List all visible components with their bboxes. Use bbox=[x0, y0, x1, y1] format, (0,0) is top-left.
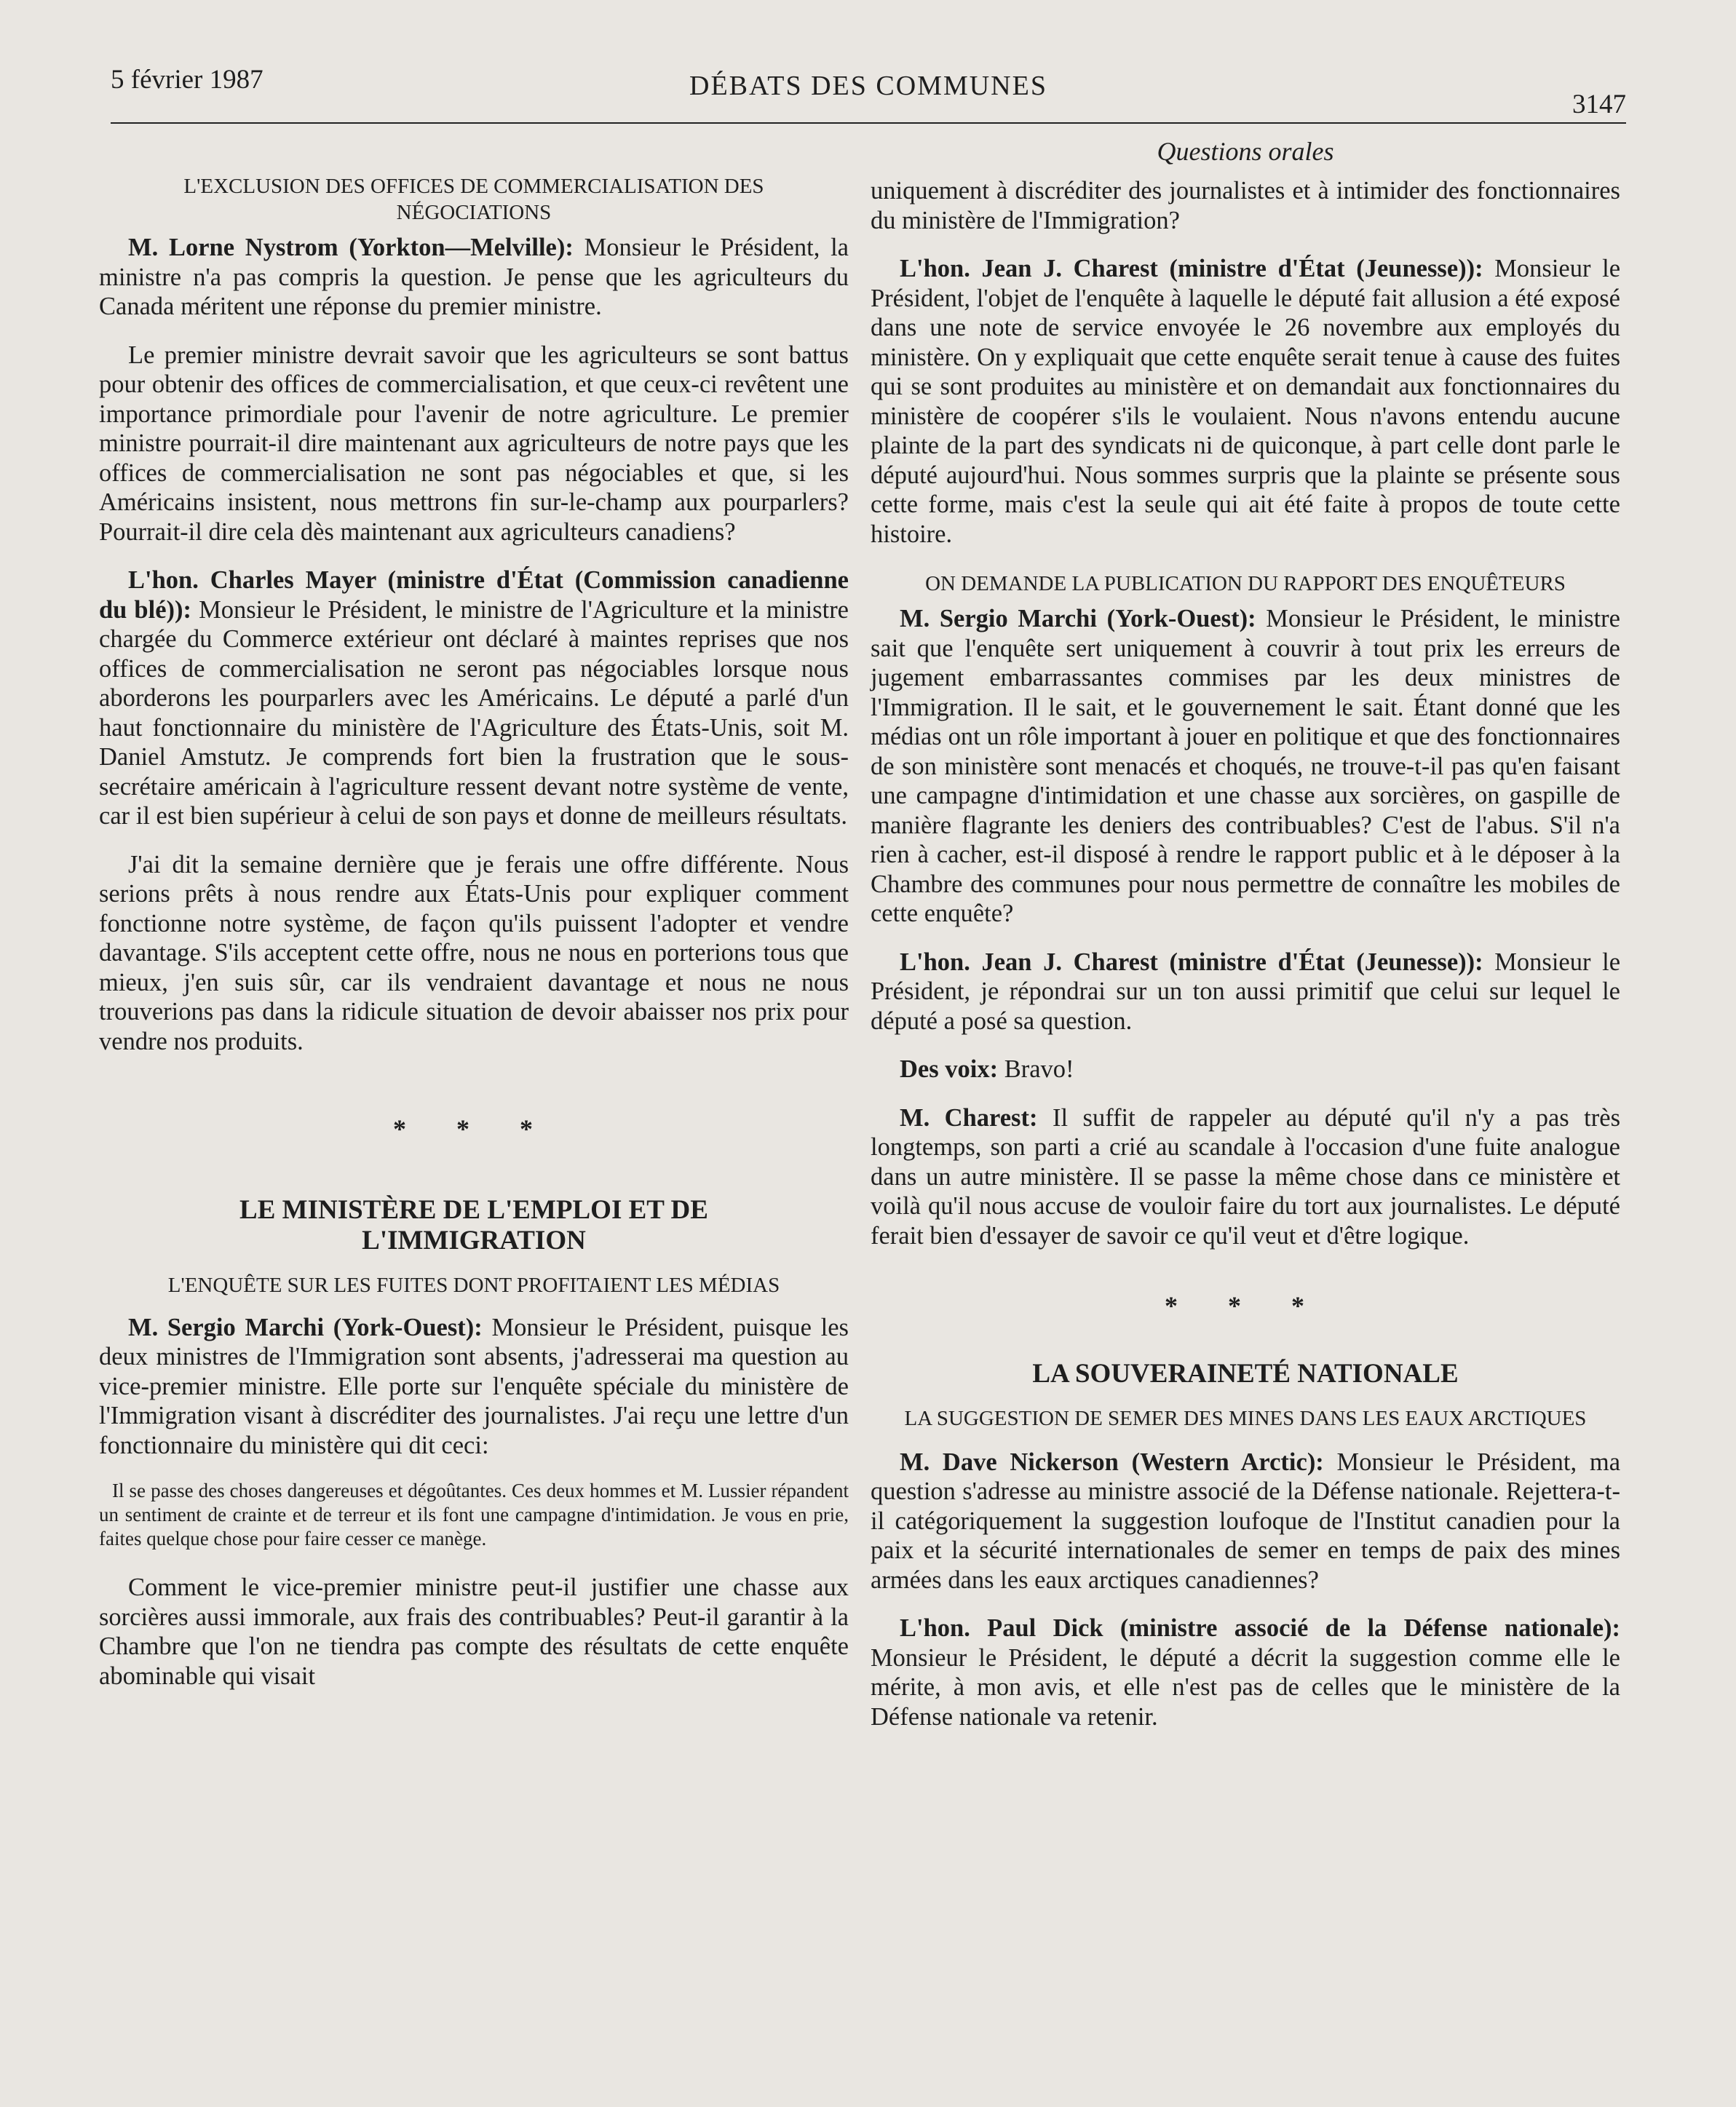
paragraph-text: Monsieur le Président, puisque les deux ministres de l'Immigration sont absents, j'adresserai ma question au vice-premier ministre. Elle porte sur l'enquête spéciale du ministère de l'Immigration visant à discréditer des journalistes. J'ai reçu une lettre d'un fonctionnaire du ministère qui dit ceci: bbox=[99, 1313, 849, 1459]
paragraph-text: Monsieur le Président, je répondrai sur un ton aussi primitif que celui sur lequel le député a posé sa question. bbox=[871, 948, 1621, 1035]
paragraph-text: Monsieur le Président, l'objet de l'enquête à laquelle le député fait allusion a été exposé dans une note de service envoyée le 26 novembre aux employés du ministère. On y expliquait que cette enquête serait tenue à cause des fuites qui se sont produites au ministère et on demandait aux fonctionnaires du ministère de coopérer s'ils le voulaient. Nous n'avons entendu aucune plainte de la part des syndicats ni de quiconque, à part celle dont parle le député aujourd'hui. Nous sommes surpris que la plainte se présente sous cette forme, mais c'est la seule qui ait été faite à propos de toute cette histoire. bbox=[871, 255, 1621, 548]
paragraph-dick bbox=[871, 1614, 1620, 1731]
speaker-name: Des voix: bbox=[900, 1055, 999, 1083]
paragraph-charest bbox=[871, 1103, 1620, 1251]
section-title-sovereignty: LA SOUVERAINETÉ NATIONALE bbox=[1032, 1358, 1459, 1389]
running-head: Questions orales bbox=[1157, 137, 1334, 166]
header-title: DÉBATS DES COMMUNES bbox=[689, 71, 1047, 101]
speaker-name: L'hon. Charles Mayer (ministre d'État (Commission canadienne du blé)): bbox=[99, 566, 849, 624]
paragraph-text: Monsieur le Président, la ministre n'a pas compris la question. Je pense que les agriculteurs du Canada méritent une réponse du premier ministre. bbox=[99, 234, 849, 320]
speaker-name: M. Sergio Marchi (York-Ouest): bbox=[900, 605, 1256, 632]
header-rule bbox=[111, 122, 1626, 124]
quoted-letter: Il se passe des choses dangereuses et dégoûtantes. Ces deux hommes et M. Lussier répandent un sentiment de crainte et de terreur et ils font une campagne d'intimidation. Je vous en prie, faites quelque chose pour faire cesser ce manège. bbox=[99, 1480, 849, 1550]
paragraph: Le premier ministre devrait savoir que les agriculteurs se sont battus pour obtenir des offices de commercialisation, et que ceux-ci revêtent une importance primordiale pour l'avenir de notre agriculture. Le premier ministre pourrait-il dire maintenant aux agriculteurs de notre pays que les offices de commercialisation ne sont pas négociables et que, si les Américains insistent, nous mettrons fin sur-le-champ aux pourparlers? Pourrait-il dire cela dès maintenant aux agriculteurs canadiens? bbox=[99, 341, 849, 546]
paragraph: Comment le vice-premier ministre peut-il justifier une chasse aux sorcières aussi immorale, aux frais des contribuables? Peut-il garantir à la Chambre que l'on ne tiendra pas compte des résultats de cette enquête abominable qui visait bbox=[99, 1574, 849, 1690]
section-divider: * * * bbox=[1165, 1291, 1326, 1320]
paragraph-text: Monsieur le Président, le député a décrit la suggestion comme elle le mérite, à mon avis, et elle n'est pas de celles que le ministère de la Défense nationale va retenir. bbox=[871, 1643, 1620, 1731]
paragraph-charest bbox=[871, 948, 1620, 1036]
header-date: 5 février 1987 bbox=[111, 65, 263, 95]
speaker-name: L'hon. Paul Dick (ministre associé de la Défense nationale): bbox=[900, 1614, 1620, 1642]
paragraph-nickerson bbox=[871, 1448, 1620, 1595]
paragraph-nystrom bbox=[99, 233, 849, 322]
page-header bbox=[111, 64, 1626, 122]
speaker-name: M. Charest: bbox=[900, 1103, 1038, 1132]
subhead-marketing-boards: L'EXCLUSION DES OFFICES DE COMMERCIALISATION DES NÉGOCIATIONS bbox=[183, 175, 764, 224]
paragraph-continued: uniquement à discréditer des journalistes et à intimider des fonctionnaires du ministère de l'Immigration? bbox=[871, 177, 1620, 234]
speaker-name: L'hon. Jean J. Charest (ministre d'État (Jeunesse)): bbox=[900, 255, 1483, 282]
right-column bbox=[871, 135, 1620, 1750]
paragraph-text: Monsieur le Président, ma question s'adresse au ministre associé de la Défense nationale. Rejettera-t-il catégoriquement la suggestion loufoque de l'Institut canadien pour la paix et la sécurité internationales de semer en temps de paix des mines armées dans les eaux arctiques canadiennes? bbox=[871, 1448, 1621, 1594]
speaker-name: M. Lorne Nystrom (Yorkton—Melville): bbox=[128, 234, 574, 261]
speaker-name: L'hon. Jean J. Charest (ministre d'État (Jeunesse)): bbox=[900, 948, 1483, 976]
paragraph-marchi bbox=[99, 1313, 849, 1461]
paragraph-marchi bbox=[871, 604, 1620, 929]
speaker-name: M. Dave Nickerson (Western Arctic): bbox=[900, 1448, 1324, 1476]
subhead-leaks: L'ENQUÊTE SUR LES FUITES DONT PROFITAIENT LES MÉDIAS bbox=[167, 1273, 780, 1297]
paragraph-text: Bravo! bbox=[1004, 1055, 1074, 1083]
left-column bbox=[99, 135, 849, 1710]
paragraph-text: Il suffit de rappeler au député qu'il n'y a pas très longtemps, son parti a crié au scandale à l'occasion d'une fuite analogue dans un autre ministère. Il se passe la même chose dans ce ministère et voilà qu'il nous accuse de vouloir faire du tort aux journalistes. Le député ferait bien d'essayer de savoir ce qu'il veut et d'être logique. bbox=[871, 1103, 1620, 1250]
subhead-report: ON DEMANDE LA PUBLICATION DU RAPPORT DES ENQUÊTEURS bbox=[925, 572, 1566, 595]
paragraph-voices bbox=[871, 1055, 1620, 1084]
paragraph-text: Monsieur le Président, le ministre sait que l'enquête sert uniquement à couvrir à tout prix les erreurs de jugement embarrassantes commises par les deux ministres de l'Immigration. Il le sait, et le gouvernement le sait. Étant donné que les médias ont un rôle important à jouer en politique et que des fonctionnaires de son ministère sont menacés et choqués, ne trouve-t-il pas qu'en faisant une campagne d'intimidation et une chasse aux sorcières, on gaspille de manière flagrante les deniers des contribuables? C'est de l'abus. S'il n'a rien à cacher, est-il disposé à rendre le rapport public et à le déposer à la Chambre des communes pour nous permettre de connaître les mobiles de cette enquête? bbox=[871, 605, 1620, 927]
speaker-name: M. Sergio Marchi (York-Ouest): bbox=[128, 1313, 483, 1341]
subhead-mines: LA SUGGESTION DE SEMER DES MINES DANS LES EAUX ARCTIQUES bbox=[904, 1406, 1587, 1430]
paragraph: J'ai dit la semaine dernière que je ferais une offre différente. Nous serions prêts à nous rendre aux États-Unis pour expliquer comment fonctionne notre système, de façon qu'ils puissent l'adopter et vendre davantage. S'ils acceptent cette offre, nous ne nous en porterions tous que mieux, j'en suis sûr, car ils vendraient davantage et nous ne nous trouverions pas dans la ridicule situation de devoir abaisser nos prix pour vendre nos produits. bbox=[99, 850, 849, 1055]
paragraph-mayer bbox=[99, 566, 849, 831]
page-number: 3147 bbox=[1572, 90, 1626, 119]
paragraph-text: Monsieur le Président, le ministre de l'Agriculture et la ministre chargée du Commerce extérieur ont déclaré à maintes reprises que nos offices de commercialisation ne seront pas négociables lorsque nous aborderons les pourparlers avec les Américains. Le député a parlé d'un haut fonctionnaire du ministère de l'Agriculture des États-Unis, soit M. Daniel Amstutz. Je comprends fort bien la frustration que le sous-secrétaire américain à l'agriculture ressent devant notre système de vente, car il est bien supérieur à celui de son pays et donne de meilleurs résultats. bbox=[99, 595, 849, 830]
section-divider: * * * bbox=[393, 1114, 555, 1143]
paragraph-charest bbox=[871, 254, 1620, 549]
section-title-immigration: LE MINISTÈRE DE L'EMPLOI ET DE L'IMMIGRATION bbox=[239, 1194, 708, 1255]
